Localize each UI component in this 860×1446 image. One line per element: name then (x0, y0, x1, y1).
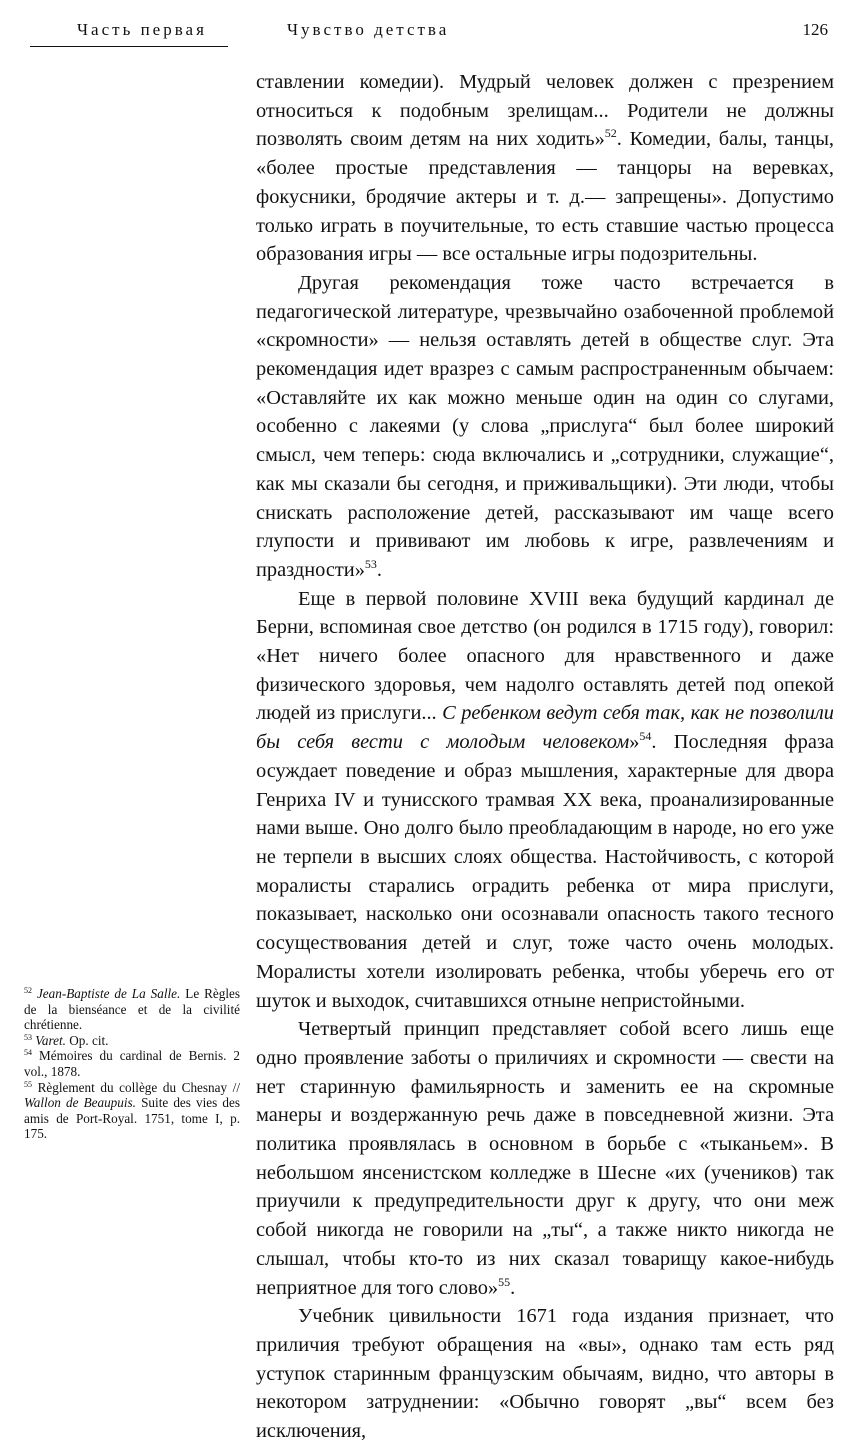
text-run: Suite des vies des amis de Port-Royal. 1751, tome I, p. 175. (24, 1095, 240, 1142)
text-run: . Последняя фраза осуждает поведение и образ мышления, характерные для двора Генриха IV и тунисского трамвая XX века, проанализированные нами выше. Оно долго было преобладающим в народе, но его уже не терпели в высших слоях общества. Настойчивость, с которой моралисты старались оградить ребенка от мира прислуги, показывает, насколько они осознавали опасность такого тесного сосуществования детей и слуг, тоже часто очень молодых. Моралисты хотели изолировать ребенка, чтобы уберечь его от шуток и выходок, считавшихся отныне непристойными. (256, 731, 834, 1012)
footnote-ref: 53 (364, 556, 377, 571)
footnotes-column (24, 986, 240, 1142)
text-run: Учебник цивильности 1671 года издания признает, что приличия требуют обращения на «вы», однако там есть ряд уступок старинным французским обычаям, видно, что авторы в некотором затруднении: «Обычно говорят „вы“ всем без исключения, (256, 1305, 834, 1443)
footnote-number: 54 (24, 1048, 32, 1058)
header-part-title: Часть первая (77, 20, 207, 39)
paragraph (256, 1302, 834, 1446)
italic-text: Jean-Baptiste de La Salle. (36, 986, 181, 1001)
text-run: ставлении комедии). Мудрый человек должен с презрением относиться к подобным зрелищам... Родители не должны позволять своим детям на них ходить» (256, 71, 834, 151)
text-run: . (510, 1276, 516, 1299)
page-number: 126 (802, 20, 828, 39)
footnote-ref: 54 (639, 729, 652, 744)
text-run: Четвертый принцип представляет собой всего лишь еще одно проявление заботы о приличиях и скромности — свести на нет старинную фамильярность и заменить ее на скромные манеры и воздержанную речь даже в повседневной жизни. Эта политика проявлялась в основном в борьбе с «тыканьем». В небольшом янсенистском колледже в Шесне «их (учеников) так приучили к предупредительности друг к другу, что они меж собой никогда не говорили на „ты“, а также никто никогда не слышал, чтобы кто-то из них сказал товарищу какое-нибудь неприятное для того слово» (256, 1018, 834, 1299)
footnote (24, 1048, 240, 1079)
text-run: Еще в первой половине XVIII века будущий кардинал де Берни, вспоминая свое детство (он родился в 1715 году), говорил: «Нет ничего более опасного для нравственного и даже физического здоровья, чем надолго оставлять детей под опекой людей из прислуги... (256, 587, 834, 725)
text-run: . Комедии, балы, танцы, «более простые представления — танцоры на веревках, фокусники, бродячие актеры и т. д.— запрещены». Допустимо только играть в поучительные, то есть ставшие частью процесса образования игры — все остальные игры подозрительны. (256, 128, 834, 266)
footnote-number: 53 (24, 1032, 32, 1042)
footnote (24, 986, 240, 1033)
main-text-column (256, 68, 834, 1446)
footnote-number: 55 (24, 1079, 32, 1089)
footnote (24, 1080, 240, 1142)
paragraph (256, 269, 834, 585)
footnote (24, 1033, 240, 1049)
italic-text: С ребенком ведут себя так, как не позволили бы себя вести с молодым человеком (256, 702, 835, 754)
text-run: Op. cit. (65, 1032, 109, 1048)
footnote-ref: 52 (604, 126, 617, 141)
text-run: Другая рекомендация тоже часто встречается в педагогической литературе, чрезвычайно озабоченной проблемой «скромности» — нельзя оставлять детей в обществе слуг. Эта рекомендация идет вразрез с самым распространенным обычаем: «Оставляйте их как можно меньше один на один со слугами, особенно с лакеями (у слова „прислуга“ был более широкий смысл, чем теперь: сюда включались и „сотрудники, служащие“, как мы сказали бы сегодня, и приживальщики). Эти люди, чтобы снискать расположение детей, рассказывают им чаще всего глупости и прививают им любовь к игре, развлечениям и праздности» (256, 271, 834, 581)
header-chapter-title: Чувство детства (287, 20, 450, 39)
text-run: Mémoires du cardinal de Bernis. 2 vol., 1878. (24, 1048, 240, 1079)
italic-text: Wallon de Beaupuis. (24, 1095, 136, 1111)
paragraph (256, 585, 834, 1016)
header-rule (30, 46, 228, 47)
text-run: . (376, 558, 383, 581)
text-run: Le Règles de la bienséance et de la civilité chrétienne. (24, 986, 241, 1033)
paragraph (256, 1015, 834, 1302)
footnote-ref: 55 (498, 1274, 511, 1289)
footnote-number: 52 (24, 986, 32, 995)
italic-text: Varet. (35, 1032, 66, 1048)
text-run: Règlement du collège du Chesnay // (37, 1079, 241, 1095)
paragraph (256, 68, 834, 269)
text-run: » (629, 731, 640, 754)
